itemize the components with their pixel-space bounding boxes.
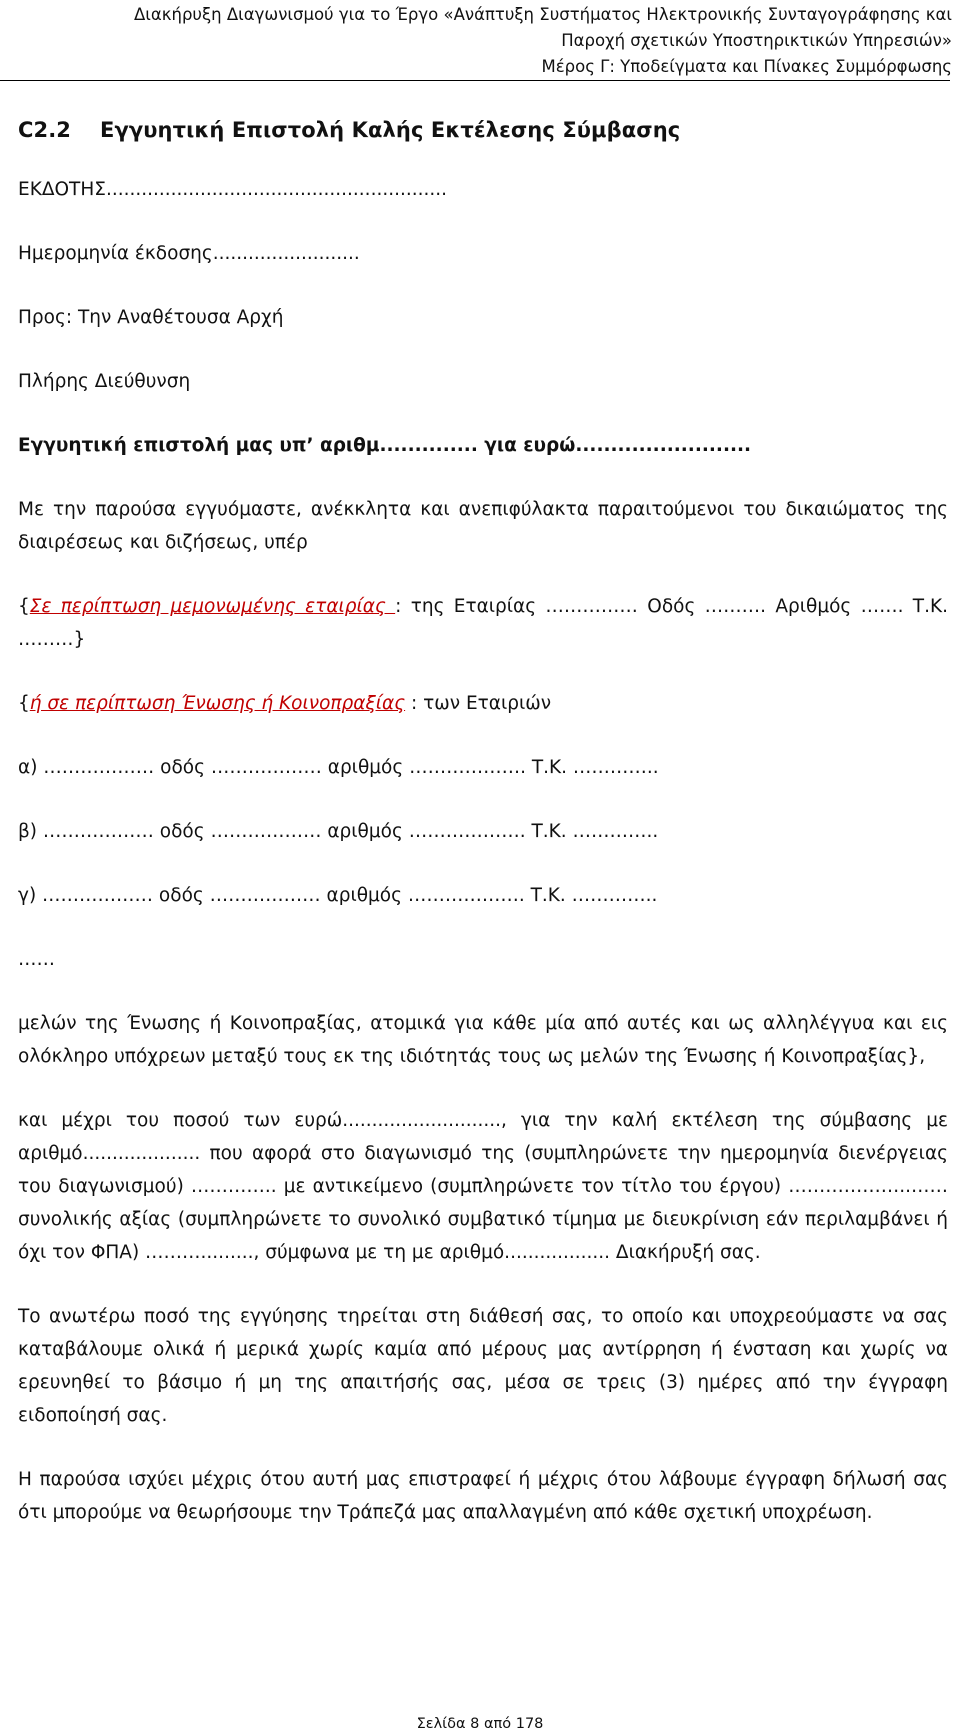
header-line: Παροχή σχετικών Υποστηρικτικών Υπηρεσιών» <box>561 31 952 50</box>
disposal-paragraph: Το ανωτέρω ποσό της εγγύησης τηρείται στη διάθεσή σας, το οποίο και υποχρεούμαστε να σας καταβάλουμε ολικά ή μερικά χωρίς καμία από μέρους μας αντίρρηση ή ένσταση και χωρίς να ερευνηθεί το βάσιμο ή μη της απαιτήσής σας, μέσα σε τρεις (3) ημέρες από την έγγραφη ειδοποίησή σας. <box>18 1306 948 1426</box>
single-company-details: : της Εταιρίας …………… Οδός ………. Αριθμός ……. Τ.Κ. ………} <box>18 596 948 650</box>
brace: { <box>18 693 30 714</box>
union-details: : των Εταιριών <box>405 693 552 714</box>
section-heading <box>18 114 948 147</box>
member-line: γ) ……………… οδός ……………… αριθμός ………………. Τ.Κ. ………….. <box>18 885 658 906</box>
recipient-field: Προς: Την Αναθέτουσα Αρχή <box>18 307 284 328</box>
single-company-clause <box>18 590 948 656</box>
header-line: Διακήρυξη Διαγωνισμού για το Έργο «Ανάπτυξη Συστήματος Ηλεκτρονικής Συνταγογράφησης και <box>134 5 952 24</box>
page-number: Σελίδα 8 από 178 <box>416 1716 544 1732</box>
document-body <box>18 114 948 1560</box>
union-clause <box>18 687 948 720</box>
address-field: Πλήρης Διεύθυνση <box>18 371 191 392</box>
issuer-field: ΕΚΔΟΤΗΣ.......................................................... <box>18 179 448 200</box>
brace: { <box>18 596 30 617</box>
page-header <box>0 2 952 80</box>
issue-date-field: Ημερομηνία έκδοσης......................... <box>18 243 360 264</box>
header-line: Μέρος Γ: Υποδείγματα και Πίνακες Συμμόρφωσης <box>541 57 952 76</box>
member-line: β) ……………… οδός ……………… αριθμός ………………. Τ.Κ. ………….. <box>18 821 659 842</box>
section-number: C2.2 <box>18 118 72 142</box>
amount-paragraph: και μέχρι του ποσού των ευρώ..........................., για την καλή εκτέλεση της σύμβασης με αριθμό.................... που αφορά στο διαγωνισμό της (συμπληρώνετε την ημερομηνία διενέργειας του διαγωνισμού) ………….. με αντικείμενο (συμπληρώνετε τον τίτλο του έργου) ………………..…… συνολικής αξίας (συμπληρώνετε το συνολικό συμβατικό τίμημα με διευκρίνιση εάν περιλαμβάνει ή όχι τον ΦΠΑ) ………........., σύμφωνα με τη με αριθμό.................. Διακήρυξή σας. <box>18 1110 948 1263</box>
single-company-label: Σε περίπτωση μεμονωμένης εταιρίας <box>29 596 396 617</box>
section-title: Εγγυητική Επιστολή Καλής Εκτέλεσης Σύμβασης <box>100 118 681 142</box>
members-ellipsis: …… <box>18 949 55 970</box>
members-paragraph: μελών της Ένωσης ή Κοινοπραξίας, ατομικά για κάθε μία από αυτές και ως αλληλέγγυα και εις ολόκληρο υπόχρεων μεταξύ τους εκ της ιδιότητάς τους ως μελών της Ένωσης ή Κοινοπραξίας}, <box>18 1013 948 1067</box>
validity-paragraph: Η παρούσα ισχύει μέχρις ότου αυτή μας επιστραφεί ή μέχρις ότου λάβουμε έγγραφη δήλωσή σας ότι μπορούμε να θεωρήσουμε την Τράπεζά μας απαλλαγμένη από κάθε σχετική υποχρέωση. <box>18 1469 948 1523</box>
header-divider <box>0 80 950 81</box>
union-label: ή σε περίπτωση Ένωσης ή Κοινοπραξίας <box>29 693 406 714</box>
intro-paragraph: Με την παρούσα εγγυόμαστε, ανέκκλητα και ανεπιφύλακτα παραιτούμενοι του δικαιώματος της διαιρέσεως και διζήσεως, υπέρ <box>18 499 948 553</box>
member-line: α) ……………… οδός ……………… αριθμός ………………. Τ.Κ. ………….. <box>18 757 659 778</box>
guarantee-reference: Εγγυητική επιστολή μας υπ’ αριθμ.............. για ευρώ......................... <box>18 435 752 456</box>
